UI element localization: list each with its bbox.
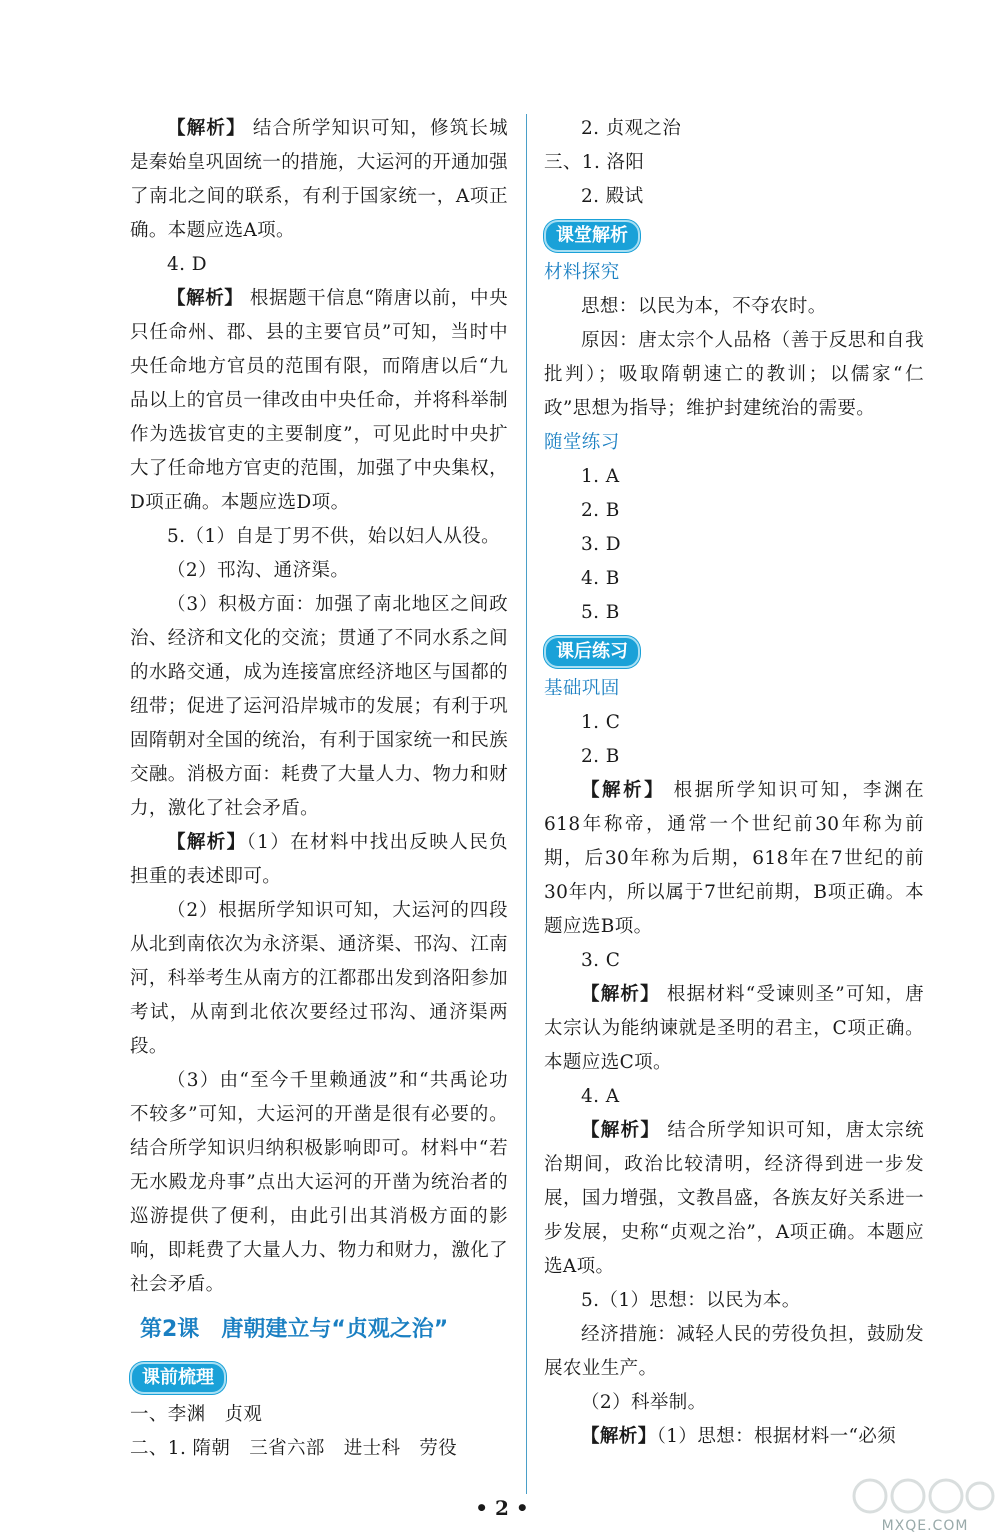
watermark-text: MXQE.COM: [881, 1518, 969, 1534]
answer-item: 2. 贞观之治: [581, 118, 682, 139]
answer-item: （2）邗沟、通济渠。: [167, 560, 350, 581]
analysis-marker: 【解析】: [167, 118, 246, 139]
answer-item: 1. A: [581, 466, 620, 487]
answer-item: （2）科举制。: [581, 1392, 707, 1413]
analysis-marker: 【解析】: [581, 1120, 661, 1141]
answer-item: 原因：唐太宗个人品格（善于反思和自我批判）；吸取隋朝速亡的教训；以儒家“仁政”思想为指导；维护封建统治的需要。: [544, 330, 924, 419]
analysis-paragraph: 【解析】 根据所学知识可知，李渊在618年称帝，通常一个世纪前30年称为前期，后30年称为后期，618年在7世纪的前30年内，所以属于7世纪前期，B项正确。本题应选B项。: [544, 780, 924, 937]
answer-item: 4. A: [581, 1086, 620, 1107]
subheading-practice: 随堂练习: [544, 432, 620, 453]
answer-item: （3）积极方面：加强了南北地区之间政治、经济和文化的交流；贯通了不同水系之间的水路交通，成为连接富庶经济地区与国都的纽带；促进了运河沿岸城市的发展；有利于巩固隋朝对全国的统治，有利于国家统一和民族交融。消极方面：耗费了大量人力、物力和财力，激化了社会矛盾。: [130, 594, 509, 819]
analysis-marker: 【解析】: [581, 1426, 657, 1447]
section-badge-after-class: 课后练习: [544, 636, 640, 668]
analysis-paragraph: 【解析】（1）在材料中找出反映人民负担重的表述即可。: [130, 832, 508, 887]
analysis-paragraph: （2）根据所学知识可知，大运河的四段从北到南依次为永济渠、通济渠、邗沟、江南河，科举考生从南方的江都郡出发到洛阳参加考试，从南到北依次要经过邗沟、通济渠两段。: [130, 900, 509, 1057]
analysis-paragraph: 【解析】 结合所学知识可知，修筑长城是秦始皇巩固统一的措施，大运河的开通加强了南北之间的联系，有利于国家统一，A项正确。本题应选A项。: [130, 118, 509, 241]
right-column: [544, 112, 924, 1454]
answer-item: 二、1. 隋朝 三省六部 进士科 劳役: [130, 1438, 458, 1459]
answer-item: 5.（1）思想：以民为本。: [581, 1290, 801, 1311]
analysis-paragraph: （3）由“至今千里赖通波”和“共禹论功不较多”可知，大运河的开凿是很有必要的。结合所学知识归纳积极影响即可。材料中“若无水殿龙舟事”点出大运河的开凿为统治者的巡游提供了便利，由此引出其消极方面的影响，即耗费了大量人力、物力和财力，激化了社会矛盾。: [130, 1070, 509, 1295]
page-number: • 2 •: [475, 1496, 529, 1520]
answer-item: 5.（1）自是丁男不供，始以妇人从役。: [167, 526, 501, 547]
answer-item: 经济措施：减轻人民的劳役负担，鼓励发展农业生产。: [544, 1324, 924, 1379]
analysis-marker: 【解析】: [167, 288, 244, 309]
lesson-title: 唐朝建立与“贞观之治”: [221, 1317, 449, 1342]
column-divider: [526, 114, 527, 1494]
analysis-marker: 【解析】: [581, 780, 666, 801]
answer-item: 3. C: [581, 950, 621, 971]
analysis-marker: 【解析】: [581, 984, 660, 1005]
answer-item: 4. B: [581, 568, 620, 589]
answer-item: 一、李渊 贞观: [130, 1404, 263, 1425]
section-badge-in-class: 课堂解析: [544, 220, 640, 252]
analysis-paragraph: 【解析】 根据材料“受谏则圣”可知，唐太宗认为能纳谏就是圣明的君主，C项正确。本题应选C项。: [544, 984, 924, 1073]
section-badge-pre-class: 课前梳理: [130, 1362, 226, 1394]
analysis-paragraph: 【解析】 结合所学知识可知，唐太宗统治期间，政治比较清明，经济得到进一步发展，国力增强，文教昌盛，各族友好关系进一步发展，史称“贞观之治”，A项正确。本题应选A项。: [544, 1120, 924, 1277]
answer-item: 思想：以民为本，不夺农时。: [581, 296, 827, 317]
subheading-material: 材料探究: [544, 262, 620, 283]
analysis-marker: 【解析】: [167, 832, 247, 853]
answer-item: 5. B: [581, 602, 620, 623]
subheading-basic: 基础巩固: [544, 678, 620, 699]
lesson-number: 第2课: [140, 1317, 200, 1342]
answer-item: 3. D: [581, 534, 621, 555]
left-column: [130, 112, 508, 1466]
answer-item: 4. D: [167, 254, 207, 275]
answer-item: 1. C: [581, 712, 621, 733]
answer-item: 三、1. 洛阳: [544, 152, 645, 173]
answer-item: 2. 殿试: [581, 186, 644, 207]
analysis-paragraph: 【解析】 根据题干信息“隋唐以前，中央只任命州、郡、县的主要官员”可知，当时中央任命地方官员的范围有限，而隋唐以后“九品以上的官员一律改由中央任命，并将科举制作为选拔官吏的主要制度”，可见此时中央扩大了任命地方官吏的范围，加强了中央集权，D项正确。本题应选D项。: [130, 288, 509, 513]
answer-item: 2. B: [581, 500, 620, 521]
lesson-heading: [140, 1310, 508, 1350]
analysis-paragraph: 【解析】（1）思想：根据材料一“必须: [581, 1426, 897, 1447]
answer-item: 2. B: [581, 746, 620, 767]
